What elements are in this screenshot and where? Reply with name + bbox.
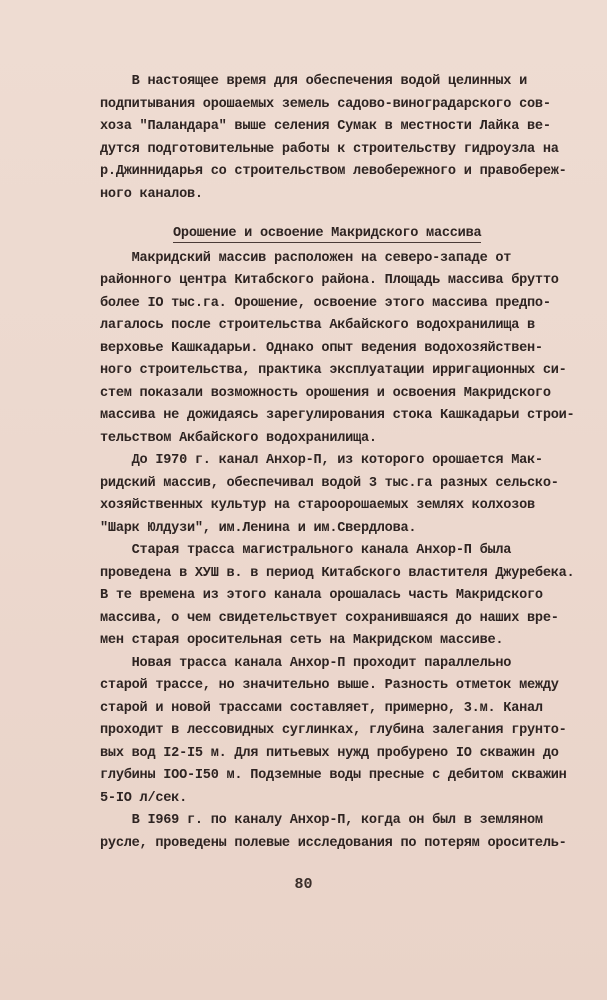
text-line: глубины IOO-I50 м. Подземные воды пресные с дебитом скважин xyxy=(100,768,567,783)
text-line: Новая трасса канала Анхор-П проходит параллельно xyxy=(100,655,512,671)
text-line: верховье Кашкадарьи. Однако опыт ведения водохозяйствен- xyxy=(100,340,543,356)
text-line: ного каналов. xyxy=(100,186,203,202)
text-line: массива, о чем свидетельствует сохранившаяся до наших вре- xyxy=(100,610,559,626)
text-line: 5-IO л/сек. xyxy=(100,790,187,806)
text-line: подпитывания орошаемых земель садово-виноградарского сов- xyxy=(100,96,551,112)
text-line: районного центра Китабского района. Площадь массива брутто xyxy=(100,273,559,288)
text-line: более IO тыс.га. Орошение, освоение этого массива предпо- xyxy=(100,295,551,311)
text-line: лагалось после строительства Акбайского водохранилища в xyxy=(100,318,535,333)
text-line: До I970 г. канал Анхор-П, из которого орошается Мак- xyxy=(100,453,543,468)
text-line: мен старая оросительная сеть на Макридском массиве. xyxy=(100,633,504,648)
text-line: стем показали возможность орошения и освоения Макридского xyxy=(100,385,551,401)
spacer xyxy=(100,206,600,221)
text-line: В те времена из этого канала орошалась часть Макридского xyxy=(100,588,543,603)
text-line: тельством Акбайского водохранилища. xyxy=(100,430,377,446)
text-line: р.Джиннидарья со строительством левобережного и правобереж- xyxy=(100,164,567,179)
text-line: В I969 г. по каналу Анхор-П, когда он был в земляном xyxy=(100,813,543,828)
text-line: дутся подготовительные работы к строительству гидроузла на xyxy=(100,141,559,157)
text-line: старой трассе, но значительно выше. Разность отметок между xyxy=(100,678,559,693)
text-line: русле, проведены полевые исследования по потерям ороситель- xyxy=(100,835,567,851)
text-line: ного строительства, практика эксплуатации ирригационных си- xyxy=(100,363,567,378)
text-line: В настоящее время для обеспечения водой целинных и xyxy=(100,74,528,89)
text-line: ридский массив, обеспечивал водой 3 тыс.га разных сельско- xyxy=(100,475,559,491)
text-line: хоза "Паландара" выше селения Сумак в местности Лайка ве- xyxy=(100,119,551,134)
section-heading-row xyxy=(100,221,600,244)
text-line: "Шарк Юлдузи", им.Ленина и им.Свердлова. xyxy=(100,520,417,536)
section-body xyxy=(100,248,600,856)
paragraph-intro xyxy=(100,71,600,206)
text-line: массива не дожидаясь зарегулирования стока Кашкадарьи строи- xyxy=(100,408,575,423)
text-block xyxy=(100,71,600,855)
page-number: 80 xyxy=(294,876,313,893)
text-line: вых вод I2-I5 м. Для питьевых нужд пробурено IO скважин до xyxy=(100,745,559,761)
text-line: старой и новой трассами составляет, примерно, 3.м. Канал xyxy=(100,700,543,716)
text-line: хозяйственных культур на староорошаемых землях колхозов xyxy=(100,498,535,513)
text-line: проходит в лессовидных суглинках, глубина залегания грунто- xyxy=(100,723,567,738)
text-line: Макридский массив расположен на северо-западе от xyxy=(100,250,512,266)
text-line: проведена в ХУШ в. в период Китабского властителя Джуребека. xyxy=(100,565,575,581)
text-line: Старая трасса магистрального канала Анхор-П была xyxy=(100,543,512,558)
section-title: Орошение и освоение Макридского массива xyxy=(173,226,482,241)
